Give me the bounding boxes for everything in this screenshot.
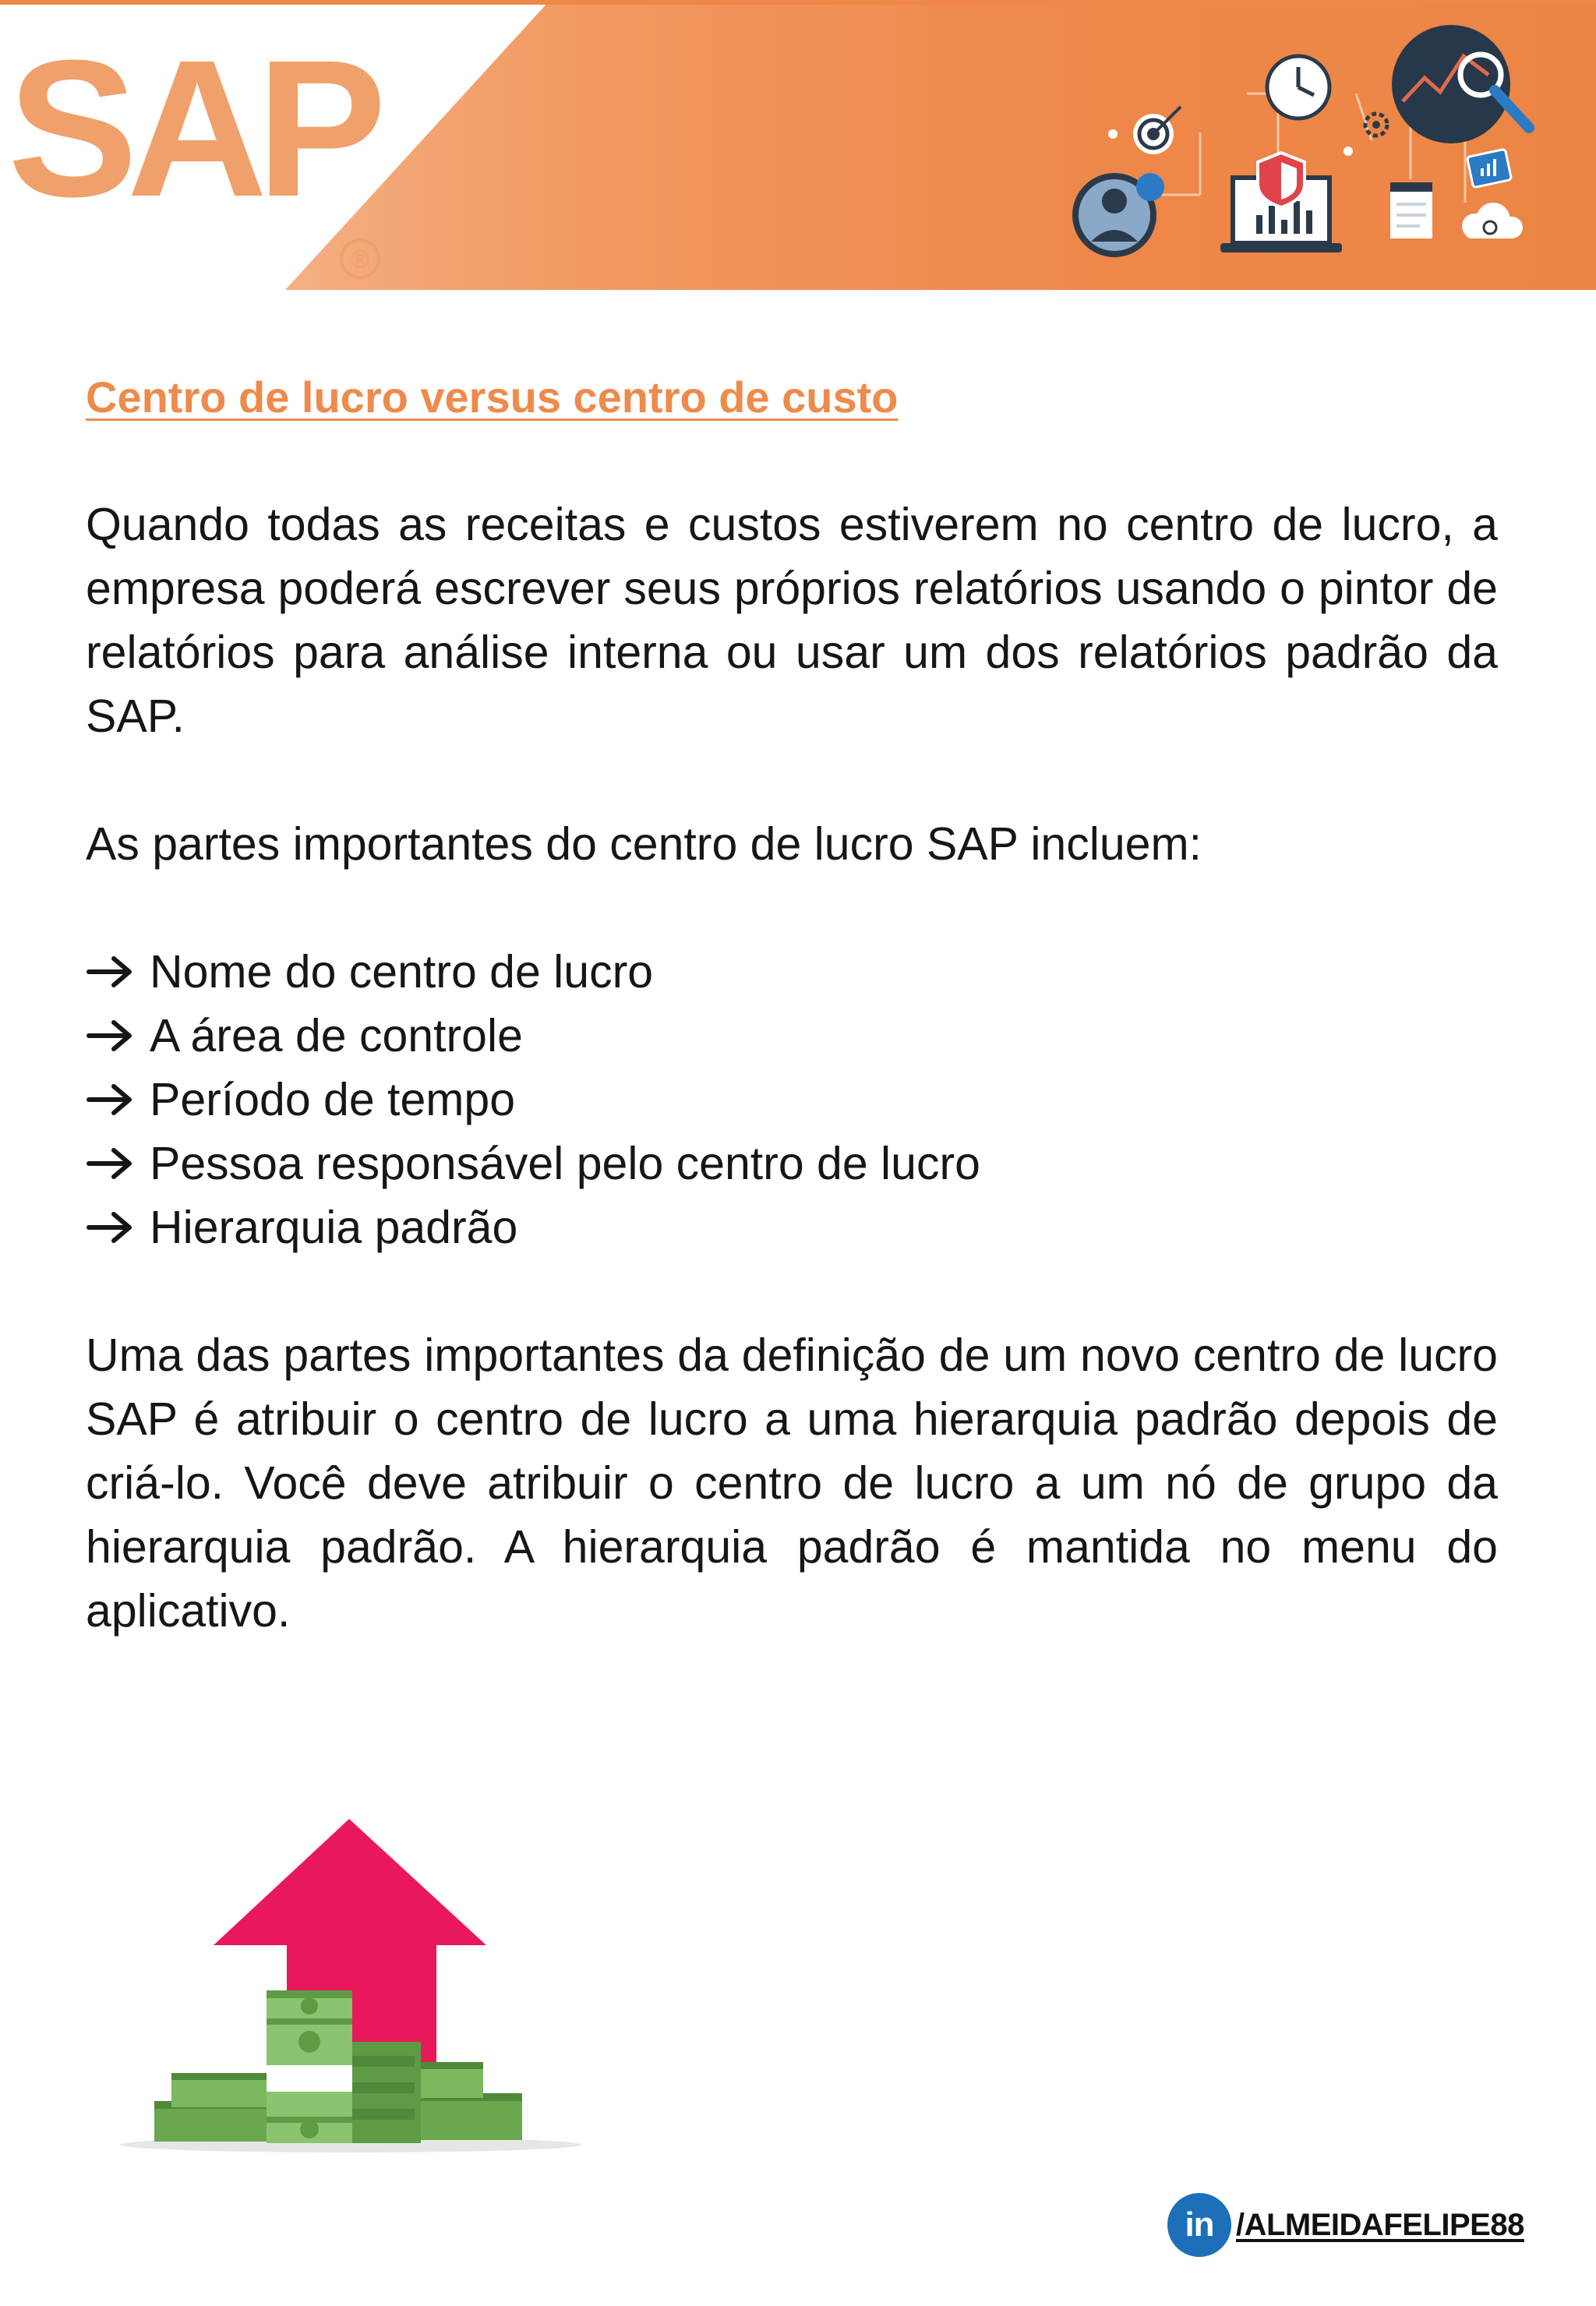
paragraph-list-intro: As partes importantes do centro de lucro SAP incluem:: [86, 818, 1202, 870]
top-border: [0, 0, 1596, 5]
registered-mark: ®: [340, 238, 380, 279]
document-icon: [1390, 182, 1432, 238]
clock-icon: [1267, 56, 1329, 118]
list-item: [86, 940, 1498, 1004]
paragraph-intro: Quando todas as receitas e custos estiverem no centro de lucro, a empresa poderá escrever seus próprios relatórios usando o pintor de relatórios para análise interna ou usar um dos relatórios padrão da SAP.: [86, 499, 1498, 742]
money-stacks: [154, 1990, 522, 2143]
list-item-text: A área de controle: [150, 1010, 523, 1061]
list-item-text: Hierarquia padrão: [150, 1202, 518, 1253]
list-item-text: Pessoa responsável pelo centro de lucro: [150, 1138, 980, 1189]
list-item-text: Nome do centro de lucro: [150, 946, 654, 998]
arrow-right-icon: [86, 952, 139, 991]
footer-linkedin[interactable]: [1167, 2193, 1524, 2257]
list-item: [86, 1068, 1498, 1132]
target-icon: [1108, 107, 1181, 154]
linkedin-icon[interactable]: in: [1167, 2193, 1231, 2257]
cloud-icon: [1462, 203, 1523, 238]
list-item-text: Período de tempo: [150, 1074, 516, 1125]
bullet-list: [86, 940, 1498, 1259]
sap-logo: SAP: [8, 19, 376, 237]
arrow-right-icon: [86, 1080, 139, 1119]
list-item: [86, 1132, 1498, 1195]
shield-laptop-icon: [1220, 153, 1342, 252]
list-item: [86, 1004, 1498, 1068]
arrow-right-icon: [86, 1016, 139, 1055]
page-title: Centro de lucro versus centro de custo: [86, 373, 899, 422]
user-avatar-icon: [1072, 173, 1164, 257]
linkedin-handle-link[interactable]: /ALMEIDAFELIPE88: [1236, 2207, 1524, 2242]
list-item: [86, 1195, 1498, 1259]
article-body: [86, 366, 1498, 1643]
header-banner: [0, 0, 1596, 290]
magnifier-chart-icon: [1392, 25, 1529, 143]
tablet-chart-icon: [1467, 149, 1511, 188]
paragraph-hierarchy: Uma das partes importantes da definição de um novo centro de lucro SAP é atribuir o centro de lucro a uma hierarquia padrão depois de criá-lo. Você deve atribuir o centro de lucro a um nó de grupo da hierarquia padrão. A hierarquia padrão é mantida no menu do aplicativo.: [86, 1330, 1498, 1637]
arrow-right-icon: [86, 1144, 139, 1183]
arrow-right-icon: [86, 1208, 139, 1247]
money-growth-arrow-icon: [117, 1808, 592, 2159]
